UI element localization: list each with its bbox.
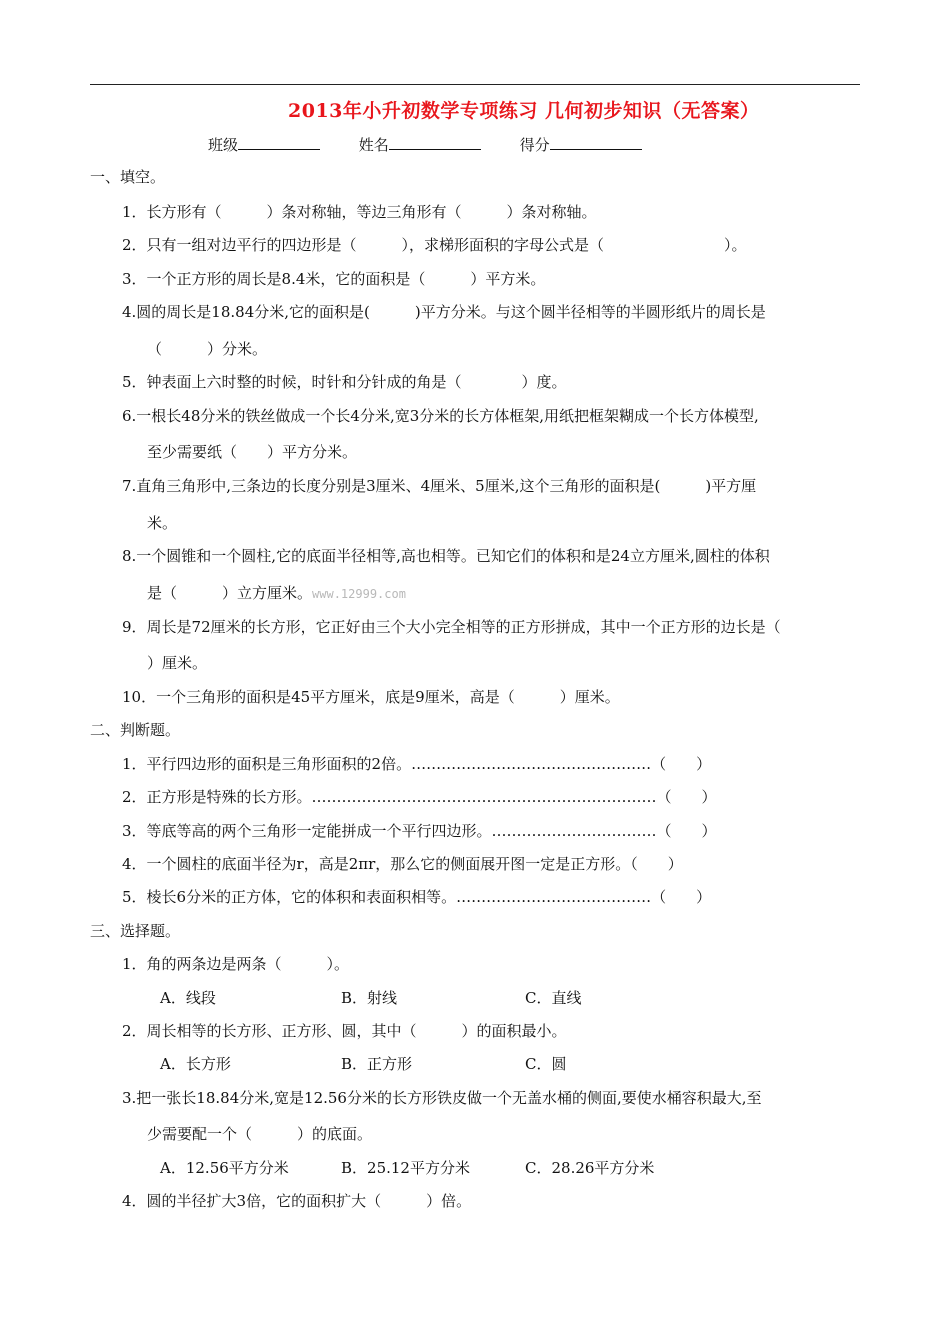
class-field bbox=[208, 134, 320, 155]
choice-2-option-c: C．圆 bbox=[525, 1055, 567, 1073]
fill-question-9: 9．周长是72厘米的长方形，它正好由三个大小完全相等的正方形拼成，其中一个正方形的边长是（ bbox=[122, 618, 781, 636]
choice-question-3-cont: 少需要配一个（ ）的底面。 bbox=[147, 1125, 373, 1143]
judge-question-2: 2．正方形是特殊的长方形。……………………………………………………………（ ） bbox=[122, 788, 717, 806]
fill-question-7: 7.直角三角形中,三条边的长度分别是3厘米、4厘米、5厘米,这个三角形的面积是( )平方厘 bbox=[122, 477, 757, 495]
section-choice-heading: 三、选择题。 bbox=[90, 922, 181, 940]
top-rule bbox=[90, 84, 860, 85]
judge-question-5: 5．棱长6分米的正方体，它的体积和表面积相等。…………………………………（ ） bbox=[122, 888, 712, 906]
watermark-text: www.12999.com bbox=[312, 587, 406, 601]
fill-question-8-cont bbox=[147, 582, 406, 603]
choice-2-option-b: B．正方形 bbox=[341, 1055, 413, 1073]
choice-1-option-c: C．直线 bbox=[525, 989, 582, 1007]
fill-question-4-cont: （ ）分米。 bbox=[147, 340, 268, 358]
fill-question-6-cont: 至少需要纸（ ）平方分米。 bbox=[147, 443, 358, 461]
score-label: 得分 bbox=[519, 136, 550, 154]
name-blank[interactable] bbox=[389, 135, 481, 150]
fill-question-8-cont-text: 是（ ）立方厘米。 bbox=[147, 584, 313, 602]
name-field bbox=[359, 134, 481, 155]
fill-question-2: 2．只有一组对边平行的四边形是（ ），求梯形面积的字母公式是（ ）。 bbox=[122, 236, 747, 254]
choice-3-option-b: B．25.12平方分米 bbox=[341, 1159, 470, 1177]
section-judge-heading: 二、判断题。 bbox=[90, 721, 181, 739]
class-blank[interactable] bbox=[238, 135, 320, 150]
section-fill-heading: 一、填空。 bbox=[90, 168, 166, 186]
judge-question-1: 1．平行四边形的面积是三角形面积的2倍。…………………………………………（ ） bbox=[122, 755, 712, 773]
score-blank[interactable] bbox=[550, 135, 642, 150]
choice-question-4: 4．圆的半径扩大3倍，它的面积扩大（ ）倍。 bbox=[122, 1192, 472, 1210]
fill-question-7-cont: 米。 bbox=[147, 514, 178, 532]
choice-1-option-b: B．射线 bbox=[341, 989, 398, 1007]
fill-question-9-cont: ）厘米。 bbox=[147, 654, 208, 672]
class-label: 班级 bbox=[208, 136, 239, 154]
fill-question-6: 6.一根长48分米的铁丝做成一个长4分米,宽3分米的长方体框架,用纸把框架糊成一个长方体模型, bbox=[122, 407, 759, 425]
fill-question-4: 4.圆的周长是18.84分米,它的面积是( )平方分米。与这个圆半径相等的半圆形纸片的周长是 bbox=[122, 303, 766, 321]
fill-question-8: 8.一个圆锥和一个圆柱,它的底面半径相等,高也相等。已知它们的体积和是24立方厘米,圆柱的体积 bbox=[122, 547, 770, 565]
fill-question-3: 3．一个正方形的周长是8.4米，它的面积是（ ）平方米。 bbox=[122, 270, 546, 288]
choice-question-1: 1．角的两条边是两条（ ）。 bbox=[122, 955, 350, 973]
choice-question-2: 2．周长相等的长方形、正方形、圆，其中（ ）的面积最小。 bbox=[122, 1022, 567, 1040]
choice-2-option-a: A．长方形 bbox=[160, 1055, 231, 1073]
fill-question-5: 5．钟表面上六时整的时候，时针和分针成的角是（ ）度。 bbox=[122, 373, 567, 391]
student-info-row bbox=[208, 134, 642, 155]
name-label: 姓名 bbox=[358, 136, 389, 154]
judge-question-3: 3．等底等高的两个三角形一定能拼成一个平行四边形。……………………………（ ） bbox=[122, 822, 717, 840]
choice-1-option-a: A．线段 bbox=[160, 989, 216, 1007]
fill-question-1: 1．长方形有（ ）条对称轴，等边三角形有（ ）条对称轴。 bbox=[122, 203, 597, 221]
choice-3-option-c: C．28.26平方分米 bbox=[525, 1159, 655, 1177]
choice-3-option-a: A．12.56平方分米 bbox=[160, 1159, 289, 1177]
choice-question-3: 3.把一张长18.84分米,宽是12.56分米的长方形铁皮做一个无盖水桶的侧面,要使水桶容积最大,至 bbox=[122, 1089, 762, 1107]
score-field bbox=[520, 134, 642, 155]
fill-question-10: 10．一个三角形的面积是45平方厘米，底是9厘米，高是（ ）厘米。 bbox=[122, 688, 620, 706]
judge-question-4: 4．一个圆柱的底面半径为r，高是2πr，那么它的侧面展开图一定是正方形。（ ） bbox=[122, 855, 683, 873]
page-title: 2013年小升初数学专项练习 几何初步知识（无答案） bbox=[288, 100, 760, 122]
